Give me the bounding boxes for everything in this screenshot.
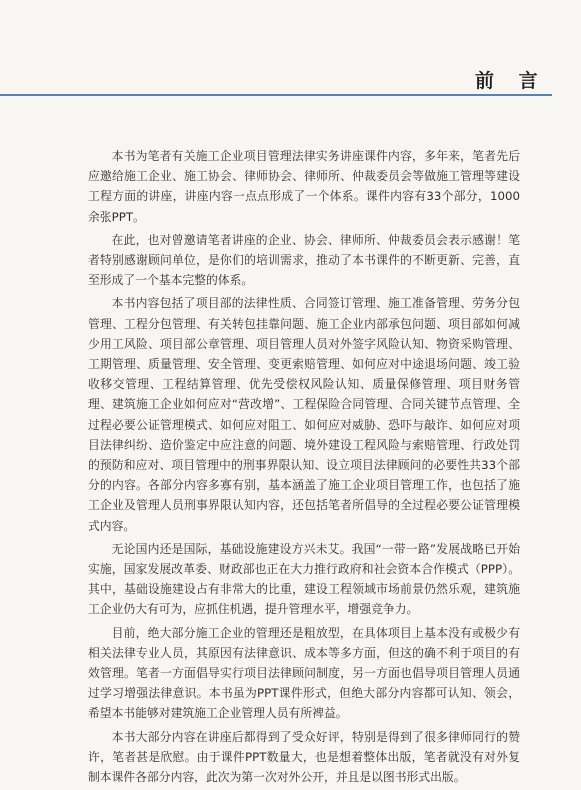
paragraph-2: 在此，也对曾邀请笔者讲座的企业、协会、律师所、仲裁委员会表示感谢！笔者特别感谢顾问单位，是你们的培训需求，推动了本书课件的不断更新、完善，直至形成了一个基本完整的体系。 xyxy=(88,232,520,288)
paragraph-6: 本书大部分内容在讲座后都得到了受众好评，特别是得到了很多律师同行的赞许，笔者甚是欣慰。由于课件PPT数量大，也是想着整体出版，笔者就没有对外复制本课件各部分内容，此次为第一次对外公开，并且是以图书形式出版。 xyxy=(88,729,520,785)
paragraph-5: 目前，绝大部分施工企业的管理还是粗放型，在具体项目上基本没有或极少有相关法律专业人员，其原因有法律意识、成本等多方面，但这的确不利于项目的有效管理。笔者一方面倡导实行项目法律顾问制度，另一方面也倡导项目管理人员通过学习增强法律意识。本书虽为PPT课件形式，但绝大部分内容都可认知、领会，希望本书能够对建筑施工企业管理人员有所裨益。 xyxy=(88,625,520,721)
page-title: 前 言 xyxy=(475,70,547,92)
paragraph-4: 无论国内还是国际，基础设施建设方兴未艾。我国“一带一路”发展战略已开始实施，国家发展改革委、财政部也正在大力推行政府和社会资本合作模式（PPP）。其中，基础设施建设占有非常大的比重，建设工程领域市场前景仍然乐观，建筑施工企业仍大有可为，应抓住机遇，提升管理水平，增强竞争力。 xyxy=(88,541,520,617)
header-rule xyxy=(0,94,552,96)
body-text xyxy=(88,146,520,790)
paragraph-1: 本书为笔者有关施工企业项目管理法律实务讲座课件内容，多年来，笔者先后应邀给施工企业、施工协会、律师协会、律师所、仲裁委员会等做施工管理等建设工程方面的讲座，讲座内容一点点形成了一个体系。课件内容有33个部分，1000余张PPT。 xyxy=(88,149,520,224)
paragraph-3: 本书内容包括了项目部的法律性质、合同签订管理、施工准备管理、劳务分包管理、工程分包管理、有关转包挂靠问题、施工企业内部承包问题、项目部如何减少用工风险、项目部公章管理、项目管理人员对外签字风险认知、物资采购管理、工期管理、质量管理、安全管理、变更索赔管理、如何应对中途退场问题、竣工验收移交管理、工程结算管理、优先受偿权风险认知、质量保修管理、项目财务管理、建筑施工企业如何应对“营改增”、工程保险合同管理、合同关键节点管理、全过程必要公证管理模式、如何应对阻工、如何应对威胁、恐吓与敲诈、如何应对项目法律纠纷、造价鉴定中应注意的问题、境外建设工程风险与索赔管理、行政处罚的预防和应对、项目管理中的刑事界限认知、设立项目法律顾问的必要性共33个部分的内容。各部分内容多寡有别，基本涵盖了施工企业项目管理工作，也包括了施工企业及管理人员刑事界限认知内容，还包括笔者所倡导的全过程必要公证管理模式内容。 xyxy=(88,296,520,533)
